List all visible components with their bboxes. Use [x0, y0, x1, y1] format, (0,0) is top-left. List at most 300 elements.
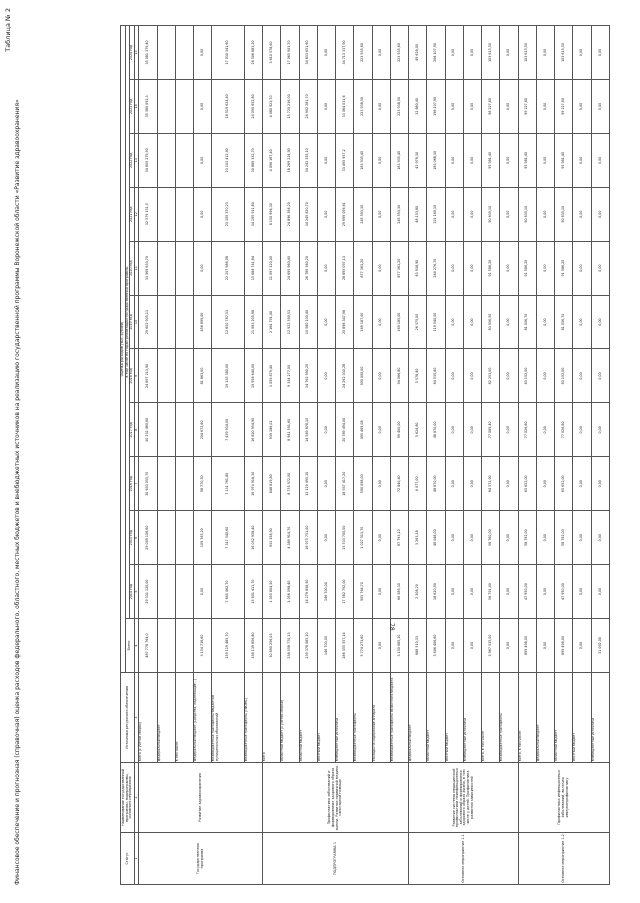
value-cell: 0,00 — [573, 26, 591, 80]
row-source: внебюджетные источники — [591, 673, 609, 763]
value-cell: 0,00 — [372, 133, 390, 187]
row-source: областной бюджет — [427, 673, 445, 763]
value-cell: 48 870,00 — [427, 457, 445, 511]
header-column-number: 1 — [134, 833, 139, 885]
value-cell: 0,00 — [573, 241, 591, 295]
header-year: 2020 год — [130, 241, 135, 295]
value-cell: 8 941 591,60 — [281, 403, 299, 457]
value-cell — [175, 295, 193, 349]
value-cell — [157, 511, 175, 565]
value-cell: 0,00 — [573, 187, 591, 241]
table-row — [281, 26, 299, 885]
value-cell: 0,00 — [500, 403, 518, 457]
value-cell: 0,00 — [463, 403, 481, 457]
row-source: Межбюджетные трансферты бюджетам муниципальных образований — [212, 673, 245, 763]
value-cell: 0,00 — [372, 511, 390, 565]
value-cell: 0,00 — [372, 241, 390, 295]
value-cell: 47 950,00 — [518, 565, 536, 619]
value-cell: 3 967 535,00 — [482, 619, 500, 673]
value-cell: 32 880,40 — [409, 79, 427, 133]
value-cell: 15 601 411,70 — [244, 565, 262, 619]
value-cell: 0,00 — [317, 295, 335, 349]
value-cell: 0,00 — [500, 511, 518, 565]
value-cell: 245 593,30 — [390, 187, 408, 241]
value-cell: 223 935,60 — [390, 26, 408, 80]
value-cell: 223 938,50 — [354, 79, 372, 133]
table-row — [555, 26, 573, 885]
value-cell: 0,00 — [536, 79, 554, 133]
value-cell: 56 791,40 — [482, 565, 500, 619]
value-cell: 0,00 — [445, 26, 463, 80]
value-cell: 0,00 — [500, 295, 518, 349]
row-source: всего — [263, 673, 281, 763]
value-cell: 5 624,80 — [409, 403, 427, 457]
value-cell: 0,00 — [591, 457, 609, 511]
value-cell: 905 764,70 — [354, 565, 372, 619]
value-cell: 899 498,00 — [555, 619, 573, 673]
table-head — [121, 26, 139, 885]
table-row — [390, 26, 408, 885]
value-cell: 29 049 106,60 — [139, 511, 157, 565]
row-source: местный бюджет — [573, 673, 591, 763]
value-cell: 18 519 624,40 — [212, 79, 245, 133]
value-cell: 0,00 — [463, 349, 481, 403]
value-cell: 20 789 494,00 — [336, 403, 354, 457]
value-cell: 81 863,00 — [194, 349, 212, 403]
value-cell: 33 569 633,70 — [139, 241, 157, 295]
value-cell: 34 833 651,60 — [299, 26, 317, 80]
header-column-number: 4 — [134, 619, 139, 673]
row-source: всего (с учетом сборки) — [139, 673, 157, 763]
value-cell: 0,00 — [500, 133, 518, 187]
value-cell: 0,00 — [536, 349, 554, 403]
value-cell: 0,00 — [536, 619, 554, 673]
value-cell: 239 378 085,10 — [299, 619, 317, 673]
value-cell: 77 089,40 — [482, 403, 500, 457]
value-cell: 0,00 — [317, 349, 335, 403]
value-cell: 4 096 167,40 — [263, 133, 281, 187]
value-cell: 66 589,30 — [390, 565, 408, 619]
value-cell: 0,00 — [500, 619, 518, 673]
value-cell: 0,00 — [591, 295, 609, 349]
value-cell: 49 628,00 — [409, 26, 427, 80]
value-cell: 7 645 462,70 — [212, 565, 245, 619]
value-cell: 183 068,30 — [427, 133, 445, 187]
value-cell — [175, 403, 193, 457]
value-cell: 15 684 741,84 — [244, 241, 262, 295]
value-cell: 28 506 883,20 — [244, 26, 262, 80]
value-cell: 899 498,00 — [518, 619, 536, 673]
row-source: местный бюджет — [317, 673, 335, 763]
value-cell: 32 579 151,5 — [139, 187, 157, 241]
value-cell: 0,00 — [536, 457, 554, 511]
value-cell: 0,00 — [536, 565, 554, 619]
value-cell: 99 400,00 — [390, 403, 408, 457]
value-cell: 1 056 098,40 — [281, 565, 299, 619]
value-cell: 82 253,00 — [482, 349, 500, 403]
value-cell: 1 059 879,40 — [263, 349, 281, 403]
value-cell: 0,00 — [573, 619, 591, 673]
value-cell: 91 586,20 — [555, 241, 573, 295]
value-cell: 15 720 236,00 — [281, 79, 299, 133]
value-cell: 5 774 273,60 — [354, 619, 372, 673]
value-cell: 0,00 — [463, 511, 481, 565]
value-cell: 64 535,80 — [427, 349, 445, 403]
value-cell: 3 150 685,30 — [390, 619, 408, 673]
value-cell — [175, 187, 193, 241]
header-column-number: 13 — [134, 133, 139, 187]
value-cell: 16 820 954,90 — [244, 403, 262, 457]
value-cell: 29 602 905,11 — [139, 295, 157, 349]
value-cell: 0,00 — [317, 457, 335, 511]
row-source: Расходы на содержание аппарата — [372, 673, 390, 763]
header-column-number: 15 — [134, 26, 139, 80]
value-cell: 2 308,20 — [409, 565, 427, 619]
value-cell: 24 695 960,40 — [281, 241, 299, 295]
value-cell — [175, 457, 193, 511]
value-cell: 15 533 700,00 — [336, 511, 354, 565]
value-cell: 3 610 578,60 — [263, 26, 281, 80]
value-cell: 67 793,10 — [390, 511, 408, 565]
value-cell: 48 153,80 — [409, 187, 427, 241]
table-row — [263, 26, 281, 885]
value-cell: 0,00 — [445, 133, 463, 187]
value-cell: 238 558 770,13 — [281, 619, 299, 673]
value-cell: 14 549 878,10 — [299, 403, 317, 457]
header-year: 2022 год — [130, 133, 135, 187]
value-cell: 0,00 — [445, 619, 463, 673]
table-row — [354, 26, 372, 885]
row-source: федеральный бюджет — [536, 673, 554, 763]
value-cell: 30 630 055,70 — [139, 457, 157, 511]
value-cell: 23 103 412,40 — [212, 133, 245, 187]
table-body — [139, 26, 610, 885]
row-source: областной бюджет — [299, 673, 317, 763]
table-row — [518, 26, 536, 885]
value-cell: 0,00 — [445, 511, 463, 565]
value-cell: 103 615,50 — [482, 26, 500, 80]
value-cell: 8 755 972,00 — [281, 457, 299, 511]
value-cell: 99 227,60 — [518, 79, 536, 133]
value-cell: 95 981,40 — [518, 133, 536, 187]
row-source: областной бюджет — [555, 673, 573, 763]
table-row — [445, 26, 463, 885]
value-cell: 198 107,90 — [427, 79, 445, 133]
header-by-years: в том числе по годам реализации государственной программы — [125, 26, 130, 619]
value-cell: 0,00 — [317, 511, 335, 565]
table-row — [573, 26, 591, 885]
value-cell: 0,00 — [591, 565, 609, 619]
value-cell: 0,00 — [500, 187, 518, 241]
value-cell: 0,00 — [372, 79, 390, 133]
table-row — [372, 26, 390, 885]
value-cell: 933 358,90 — [263, 511, 281, 565]
value-cell: 48 870,00 — [427, 403, 445, 457]
value-cell: 0,00 — [591, 26, 609, 80]
header-year: 2015 год — [130, 511, 135, 565]
finance-table-container — [120, 25, 610, 885]
header-status: Статус — [121, 833, 135, 885]
header-year: 2023 год — [130, 79, 135, 133]
value-cell: 286 355 557,14 — [336, 619, 354, 673]
value-cell: 103 615,50 — [555, 26, 573, 80]
value-cell: 77 026,80 — [555, 403, 573, 457]
value-cell: 65 652,00 — [518, 457, 536, 511]
header-year: 2014 год — [130, 565, 135, 619]
page-number: 78 — [388, 623, 395, 631]
row-source: внебюджетные источники — [463, 673, 481, 763]
value-cell: 0,00 — [591, 349, 609, 403]
table-row — [175, 26, 193, 885]
value-cell: 109 765,20 — [194, 511, 212, 565]
value-cell: 24 896 394,20 — [281, 187, 299, 241]
table-row — [157, 26, 175, 885]
value-cell: 0,00 — [573, 349, 591, 403]
row-source: внебюджетные источники — [336, 673, 354, 763]
value-cell: 98 227,60 — [482, 79, 500, 133]
value-cell: 3 154 716,60 — [194, 619, 212, 673]
row-status: ПОДПРОГРАММА 1 — [263, 833, 409, 885]
value-cell: 4 389 914,70 — [281, 511, 299, 565]
row-source: Межбюджетные трансферты (ТФОМС) — [244, 673, 262, 763]
value-cell: 183 935,40 — [354, 133, 372, 187]
row-source: местный бюджет — [445, 673, 463, 763]
value-cell: 0,00 — [500, 26, 518, 80]
value-cell: 81 036,70 — [555, 295, 573, 349]
value-cell — [157, 403, 175, 457]
table-row — [194, 26, 212, 885]
value-cell — [157, 241, 175, 295]
document-title: Финансовое обеспечение и прогнозная (справочная) оценка расходов федерального, областного, местных бюджетов и внебюджетных источников на реализацию государственной программы Воронежской области «Развитие здравоохранения» — [14, 99, 21, 885]
value-cell: 17 582 792,00 — [336, 565, 354, 619]
value-cell: 0,00 — [445, 457, 463, 511]
value-cell: 487 778 764,0 — [139, 619, 157, 673]
value-cell: 0,00 — [536, 187, 554, 241]
header-year: 2016 год — [130, 457, 135, 511]
value-cell: 0,00 — [573, 295, 591, 349]
value-cell: 8 150 996,30 — [263, 187, 281, 241]
value-cell: 0,00 — [372, 619, 390, 673]
value-cell: 48 048,00 — [427, 511, 445, 565]
value-cell: 83 936,50 — [482, 295, 500, 349]
value-cell: 16 975 751,00 — [299, 511, 317, 565]
value-cell: 0,00 — [573, 457, 591, 511]
value-cell: 0,00 — [591, 241, 609, 295]
value-cell: 0,00 — [500, 79, 518, 133]
value-cell: 0,00 — [536, 403, 554, 457]
value-cell — [157, 565, 175, 619]
row-source: всего, в том числе — [482, 673, 500, 763]
value-cell: 4 080 923,70 — [263, 79, 281, 133]
value-cell: 0,00 — [463, 241, 481, 295]
header-year: 2024 год — [130, 26, 135, 80]
value-cell: 7 317 540,60 — [212, 511, 245, 565]
row-program-name: Профилактика инфекционных заболеваний, включая иммунопрофилактику — [518, 763, 609, 833]
value-cell: 0,00 — [194, 79, 212, 133]
header-column-number: 11 — [134, 241, 139, 295]
value-cell: 58 760,00 — [482, 511, 500, 565]
value-cell: 0,00 — [372, 295, 390, 349]
value-cell: 47 950,00 — [555, 565, 573, 619]
value-cell: 0,00 — [445, 79, 463, 133]
value-cell: 0,00 — [500, 349, 518, 403]
row-source: федеральный бюджет — [409, 673, 427, 763]
value-cell — [157, 133, 175, 187]
header-column-number: 9 — [134, 349, 139, 403]
value-cell: 245 593,30 — [354, 187, 372, 241]
value-cell: 42 978,30 — [409, 133, 427, 187]
header-column-number: 3 — [134, 673, 139, 763]
value-cell: 83 152,00 — [518, 349, 536, 403]
value-cell: 30 889 332,70 — [244, 133, 262, 187]
value-cell: 0,00 — [445, 187, 463, 241]
value-cell: 64 571,90 — [482, 457, 500, 511]
value-cell: 0,00 — [500, 241, 518, 295]
value-cell: 58 792,00 — [555, 511, 573, 565]
value-cell: 7 439 934,00 — [212, 403, 245, 457]
value-cell: 848 819,80 — [263, 457, 281, 511]
header-source: Источники ресурсного обеспечения — [121, 673, 135, 763]
value-cell: 98 770,50 — [194, 457, 212, 511]
value-cell: 146 700,00 — [317, 565, 335, 619]
table-row — [139, 26, 157, 885]
row-source: федеральный бюджет — [157, 673, 175, 763]
table-row — [336, 26, 354, 885]
value-cell: 29 331 120,00 — [139, 565, 157, 619]
value-cell: 81 036,70 — [518, 295, 536, 349]
value-cell — [157, 26, 175, 80]
value-cell: 28 895 097,13 — [336, 241, 354, 295]
value-cell: 0,00 — [445, 565, 463, 619]
value-cell: 119 540,00 — [427, 295, 445, 349]
row-source: Межбюджетные трансферты областного бюджета — [390, 673, 408, 763]
table-row — [299, 26, 317, 885]
value-cell: 83 152,00 — [555, 349, 573, 403]
value-cell: 900 000,00 — [354, 349, 372, 403]
row-program-name: Развитие системы медицинской профилактики неинфекционных заболеваний и формирования здорового образа жизни, в том числе у детей. Профилактика развития зависимостей — [409, 763, 519, 833]
row-status: Государственная программа — [139, 833, 263, 885]
header-column-number: 10 — [134, 295, 139, 349]
value-cell: 18 937 417,20 — [336, 457, 354, 511]
value-cell: 204 672,60 — [194, 403, 212, 457]
value-cell: 77 026,80 — [518, 403, 536, 457]
row-source: всего, в том числе: — [518, 673, 536, 763]
value-cell: 0,00 — [573, 79, 591, 133]
value-cell: 30 890 256,03 — [263, 619, 281, 673]
value-cell: 0,00 — [463, 79, 481, 133]
value-cell: 94 066,80 — [390, 349, 408, 403]
header-year: 2021 год — [130, 187, 135, 241]
value-cell: 0,00 — [194, 241, 212, 295]
value-cell: 0,00 — [463, 187, 481, 241]
header-estimate: Оценка расходов (тыс. рублей) — [121, 26, 126, 673]
value-cell: 14 762 990,20 — [299, 349, 317, 403]
value-cell: 30 232 460,60 — [139, 403, 157, 457]
value-cell: 0,00 — [445, 241, 463, 295]
value-cell: 0,00 — [445, 403, 463, 457]
header-year: 2017 год — [130, 403, 135, 457]
value-cell: 72 840,40 — [390, 457, 408, 511]
value-cell: 0,00 — [445, 295, 463, 349]
value-cell — [175, 511, 193, 565]
row-source: Межбюджетные трансферты — [354, 673, 372, 763]
value-cell — [175, 619, 193, 673]
value-cell: 0,00 — [536, 241, 554, 295]
value-cell — [175, 349, 193, 403]
value-cell: 7 131 761,80 — [212, 457, 245, 511]
table-row — [500, 26, 518, 885]
value-cell: 0,00 — [536, 26, 554, 80]
value-cell: 0,00 — [317, 133, 335, 187]
value-cell: 0,00 — [500, 457, 518, 511]
value-cell: 12 650 787,53 — [212, 295, 245, 349]
value-cell: 29 699 056,61 — [336, 187, 354, 241]
table-row — [212, 26, 245, 885]
value-cell: 99 227,60 — [555, 79, 573, 133]
value-cell: 26 375,00 — [409, 295, 427, 349]
row-status: Основное мероприятие 1.1 — [409, 833, 519, 885]
value-cell: 17 030 341,60 — [212, 26, 245, 80]
value-cell: 14 279 858,50 — [299, 565, 317, 619]
value-cell — [175, 26, 193, 80]
value-cell: 0,00 — [372, 565, 390, 619]
value-cell: 0,00 — [317, 26, 335, 80]
value-cell: 0,00 — [194, 187, 212, 241]
value-cell: 495 469,08 — [354, 403, 372, 457]
row-status: Основное мероприятие 1.2 — [518, 833, 609, 885]
value-cell: 33 064 031,6 — [336, 79, 354, 133]
value-cell: 159 119 485,70 — [212, 619, 245, 673]
value-cell: 11 097 120,00 — [263, 241, 281, 295]
value-cell: 34 713 337,90 — [336, 26, 354, 80]
value-cell: 3 263,18 — [409, 511, 427, 565]
value-cell: 24 090 652,80 — [244, 79, 262, 133]
value-cell: 0,00 — [317, 241, 335, 295]
value-cell: 20 898 347,98 — [336, 295, 354, 349]
value-cell: 3 606 406,60 — [427, 619, 445, 673]
value-cell: 19 135 380,00 — [212, 349, 245, 403]
value-cell: 63 938,90 — [409, 241, 427, 295]
value-cell: 939 186,01 — [263, 403, 281, 457]
value-cell: 169 187,00 — [354, 295, 372, 349]
value-cell: 9 334 277,00 — [281, 349, 299, 403]
header-year: 2019 год — [130, 295, 135, 349]
value-cell — [157, 79, 175, 133]
table-row — [482, 26, 500, 885]
value-cell: 90 635,10 — [518, 187, 536, 241]
row-source: Федеральный бюджет (Средства, подлежащие...) — [194, 673, 212, 763]
value-cell: 0,00 — [317, 187, 335, 241]
value-cell: 0,00 — [372, 457, 390, 511]
value-cell — [157, 457, 175, 511]
value-cell: 223 935,60 — [354, 26, 372, 80]
table-row — [463, 26, 481, 885]
row-source: областной бюджет (с учетом сборки) — [281, 673, 299, 763]
value-cell: 18 620,90 — [427, 565, 445, 619]
header-name: Наименование государственной программы, подпрограммы, основного мероприятия — [121, 763, 135, 833]
value-cell: 91 586,20 — [482, 241, 500, 295]
value-cell: 456 899,00 — [194, 295, 212, 349]
value-cell: 338 139 856,80 — [244, 619, 262, 673]
value-cell: 65 652,00 — [555, 457, 573, 511]
row-program-name: Развитие здравоохранения — [139, 763, 263, 833]
value-cell: 0,00 — [463, 565, 481, 619]
header-column-number: 8 — [134, 403, 139, 457]
value-cell: 34 805 279,50 — [139, 133, 157, 187]
value-cell: 0,00 — [591, 133, 609, 187]
value-cell: 17 065 903,70 — [281, 26, 299, 80]
value-cell: 223 938,50 — [390, 79, 408, 133]
